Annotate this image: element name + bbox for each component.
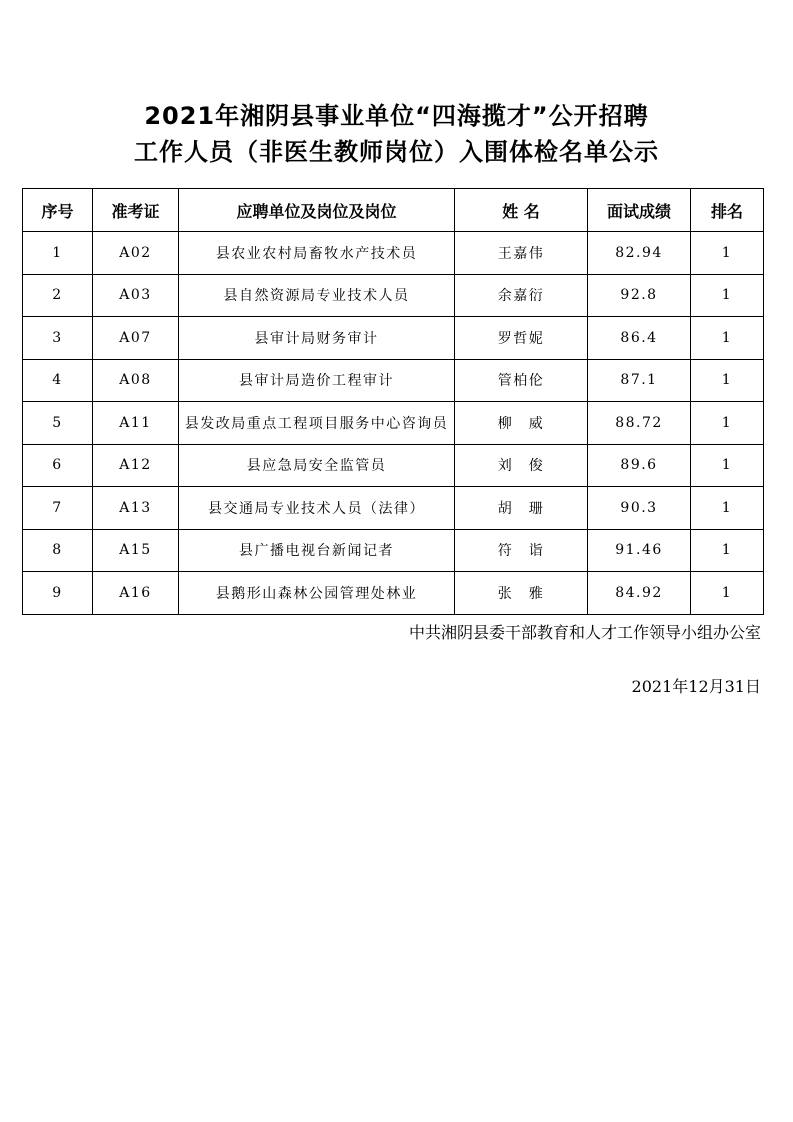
table-row <box>23 359 764 402</box>
cell-name: 符 诣 <box>455 529 588 572</box>
table-row <box>23 572 764 615</box>
cell-name: 王嘉伟 <box>455 232 588 275</box>
cell-score: 88.72 <box>588 402 691 445</box>
cell-rank: 1 <box>691 232 764 275</box>
cell-position: 县应急局安全监管员 <box>179 444 455 487</box>
table-row <box>23 317 764 360</box>
cell-score: 87.1 <box>588 359 691 402</box>
cell-rank: 1 <box>691 317 764 360</box>
issuing-organization: 中共湘阴县委干部教育和人才工作领导小组办公室 <box>408 623 761 642</box>
cell-position: 县审计局造价工程审计 <box>179 359 455 402</box>
cell-name: 罗哲妮 <box>455 317 588 360</box>
cell-exam-id: A03 <box>93 274 179 317</box>
cell-index: 1 <box>23 232 93 275</box>
cell-exam-id: A16 <box>93 572 179 615</box>
table-row <box>23 274 764 317</box>
cell-score: 92.8 <box>588 274 691 317</box>
cell-score: 84.92 <box>588 572 691 615</box>
cell-score: 91.46 <box>588 529 691 572</box>
table-row <box>23 487 764 530</box>
cell-position: 县自然资源局专业技术人员 <box>179 274 455 317</box>
cell-exam-id: A11 <box>93 402 179 445</box>
cell-rank: 1 <box>691 359 764 402</box>
document-title-line-1: 2021年湘阴县事业单位“四海揽才”公开招聘 <box>144 102 649 130</box>
cell-exam-id: A08 <box>93 359 179 402</box>
cell-index: 8 <box>23 529 93 572</box>
table-row <box>23 402 764 445</box>
cell-rank: 1 <box>691 487 764 530</box>
cell-score: 82.94 <box>588 232 691 275</box>
cell-exam-id: A02 <box>93 232 179 275</box>
cell-name: 余嘉衍 <box>455 274 588 317</box>
document-title-line-2: 工作人员（非医生教师岗位）入围体检名单公示 <box>134 138 659 166</box>
cell-exam-id: A15 <box>93 529 179 572</box>
cell-rank: 1 <box>691 444 764 487</box>
table-header-row <box>23 189 764 232</box>
header-rank: 排名 <box>691 189 764 232</box>
cell-index: 6 <box>23 444 93 487</box>
cell-position: 县农业农村局畜牧水产技术员 <box>179 232 455 275</box>
cell-index: 4 <box>23 359 93 402</box>
cell-score: 86.4 <box>588 317 691 360</box>
cell-index: 7 <box>23 487 93 530</box>
cell-rank: 1 <box>691 529 764 572</box>
cell-name: 胡 珊 <box>455 487 588 530</box>
cell-exam-id: A13 <box>93 487 179 530</box>
cell-position: 县鹅形山森林公园管理处林业 <box>179 572 455 615</box>
cell-name: 刘 俊 <box>455 444 588 487</box>
cell-name: 管柏伦 <box>455 359 588 402</box>
cell-rank: 1 <box>691 572 764 615</box>
cell-rank: 1 <box>691 402 764 445</box>
cell-index: 2 <box>23 274 93 317</box>
cell-position: 县发改局重点工程项目服务中心咨询员 <box>179 402 455 445</box>
cell-rank: 1 <box>691 274 764 317</box>
cell-exam-id: A12 <box>93 444 179 487</box>
table-row <box>23 444 764 487</box>
cell-exam-id: A07 <box>93 317 179 360</box>
header-exam-id: 准考证 <box>93 189 179 232</box>
table-row <box>23 529 764 572</box>
header-position: 应聘单位及岗位及岗位 <box>179 189 455 232</box>
cell-index: 5 <box>23 402 93 445</box>
cell-index: 3 <box>23 317 93 360</box>
cell-position: 县交通局专业技术人员（法律） <box>179 487 455 530</box>
cell-name: 柳 威 <box>455 402 588 445</box>
cell-position: 县审计局财务审计 <box>179 317 455 360</box>
header-score: 面试成绩 <box>588 189 691 232</box>
issue-date: 2021年12月31日 <box>631 677 761 696</box>
cell-position: 县广播电视台新闻记者 <box>179 529 455 572</box>
header-name: 姓 名 <box>455 189 588 232</box>
table-row <box>23 232 764 275</box>
table-body <box>23 232 764 615</box>
candidate-table <box>22 188 764 615</box>
cell-name: 张 雅 <box>455 572 588 615</box>
cell-index: 9 <box>23 572 93 615</box>
header-index: 序号 <box>23 189 93 232</box>
cell-score: 90.3 <box>588 487 691 530</box>
cell-score: 89.6 <box>588 444 691 487</box>
